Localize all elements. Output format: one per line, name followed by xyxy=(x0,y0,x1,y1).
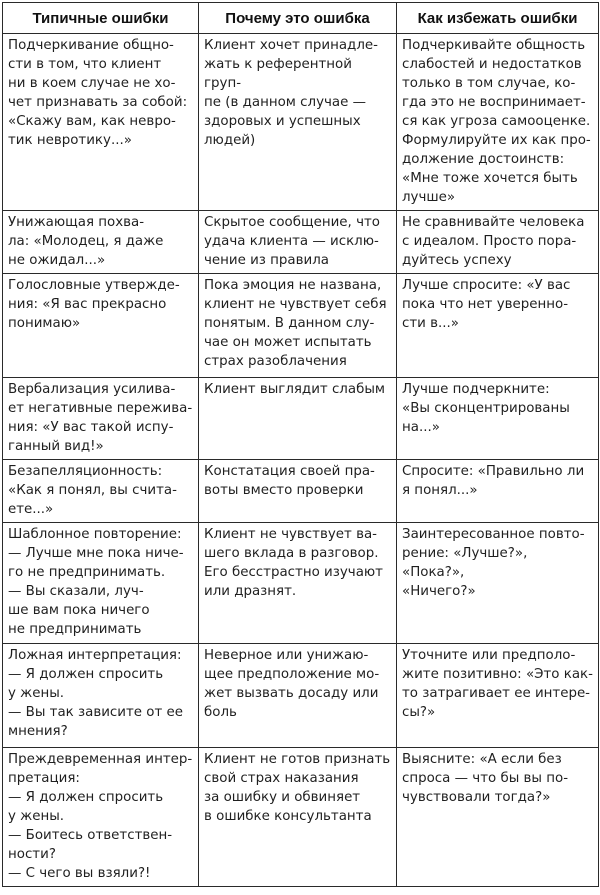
table-row xyxy=(3,211,599,274)
cell-typical-error xyxy=(3,34,199,211)
cell-why-error xyxy=(199,274,397,378)
cell-text: Лучше спросите: «У вас пока что нет уверенно- сти в...» xyxy=(402,278,571,331)
errors-table xyxy=(2,2,599,887)
cell-why-error xyxy=(199,211,397,274)
cell-why-error xyxy=(199,748,397,887)
table-row xyxy=(3,378,599,460)
table-row xyxy=(3,748,599,887)
cell-text: Заинтересованное повто- рение: «Лучше?», «Пока?», «Ничего?» xyxy=(402,527,585,599)
cell-how-to-avoid xyxy=(397,460,599,523)
cell-text: Безапелляционность: «Как я понял, вы счита- ете...» xyxy=(8,464,177,517)
cell-typical-error xyxy=(3,460,199,523)
cell-text: Ложная интерпретация: — Я должен спросить у жены. — Вы так зависите от ее мнения? xyxy=(8,648,184,739)
cell-how-to-avoid xyxy=(397,748,599,887)
cell-why-error xyxy=(199,378,397,460)
cell-text: Констатация своей пра- воты вместо проверки xyxy=(204,464,375,498)
cell-typical-error xyxy=(3,748,199,887)
cell-text: Клиент выглядит слабым xyxy=(204,382,386,397)
table-header xyxy=(3,3,599,34)
cell-text: Уточните или предполо- жите позитивно: «Это как- то затрагивает ее интере- сы?» xyxy=(402,648,593,720)
cell-text: Неверное или унижаю- щее предположение мо- жет вызвать досаду или боль xyxy=(204,648,380,720)
cell-how-to-avoid xyxy=(397,378,599,460)
table-row xyxy=(3,644,599,748)
cell-how-to-avoid xyxy=(397,274,599,378)
cell-text: Пока эмоция не названа, клиент не чувствует себя понятым. В данном слу- чае он может испытать страх разоблачения xyxy=(204,278,387,369)
cell-text: Вербализация усилива- ет негативные пережива- ния: «У вас такой испу- ганный вид!» xyxy=(8,382,193,454)
cell-text: Скрытое сообщение, что удача клиента — исклю- чение из правила xyxy=(204,215,380,268)
cell-text: Голословные утвержде- ния: «Я вас прекрасно понимаю» xyxy=(8,278,180,331)
cell-typical-error xyxy=(3,274,199,378)
header-typical-errors: Типичные ошибки xyxy=(3,3,199,34)
cell-text: Шаблонное повторение: — Лучше мне пока ниче- го не предпринимать. — Вы сказали, луч- ше вам пока ничего не предпринимать xyxy=(8,527,184,637)
cell-text: Клиент не готов признать свой страх наказания за ошибку и обвиняет в ошибке консультанта xyxy=(204,752,391,824)
cell-why-error xyxy=(199,644,397,748)
table-row xyxy=(3,274,599,378)
table-body xyxy=(3,34,599,887)
cell-text: Подчеркивайте общность слабостей и недостатков только в том случае, ко- гда это не воспринимает- ся как угроза самооценке. Формулируйте их как про- должение достоинств: «Мне тоже хочется быть лучше» xyxy=(402,38,591,205)
cell-how-to-avoid xyxy=(397,34,599,211)
table-row xyxy=(3,523,599,644)
cell-text: Подчеркивание общно- сти в том, что клиент ни в коем случае не хо- чет признавать за собой: «Скажу вам, как невро- тик невротику...» xyxy=(8,38,188,148)
header-how-to-avoid: Как избежать ошибки xyxy=(397,3,599,34)
cell-why-error xyxy=(199,460,397,523)
cell-typical-error xyxy=(3,523,199,644)
header-why-error: Почему это ошибка xyxy=(199,3,397,34)
cell-how-to-avoid xyxy=(397,644,599,748)
cell-text: Спросите: «Правильно ли я понял...» xyxy=(402,464,585,498)
table-row xyxy=(3,34,599,211)
cell-typical-error xyxy=(3,378,199,460)
cell-typical-error xyxy=(3,644,199,748)
cell-text: Унижающая похва- ла: «Молодец, я даже не ожидал...» xyxy=(8,215,164,268)
cell-text: Клиент не чувствует ва- шего вклада в разговор. Его бесстрастно изучают или дразнят. xyxy=(204,527,383,599)
table-row xyxy=(3,460,599,523)
cell-text: Клиент хочет принадле- жать к референтной груп- пе (в данном случае — здоровых и успешных людей) xyxy=(204,38,378,148)
cell-typical-error xyxy=(3,211,199,274)
cell-text: Лучше подчеркните: «Вы сконцентрированы на...» xyxy=(402,382,570,435)
cell-how-to-avoid xyxy=(397,523,599,644)
cell-how-to-avoid xyxy=(397,211,599,274)
cell-why-error xyxy=(199,523,397,644)
cell-text: Преждевременная интер- претация: — Я должен спросить у жены. — Боитесь ответствен- ности? — С чего вы взяли?! xyxy=(8,752,193,881)
cell-text: Не сравнивайте человека с идеалом. Просто пора- дуйтесь успеху xyxy=(402,215,585,268)
cell-text: Выясните: «А если без спроса — что бы вы по- чувствовали тогда?» xyxy=(402,752,569,805)
cell-why-error xyxy=(199,34,397,211)
header-row xyxy=(3,3,599,34)
